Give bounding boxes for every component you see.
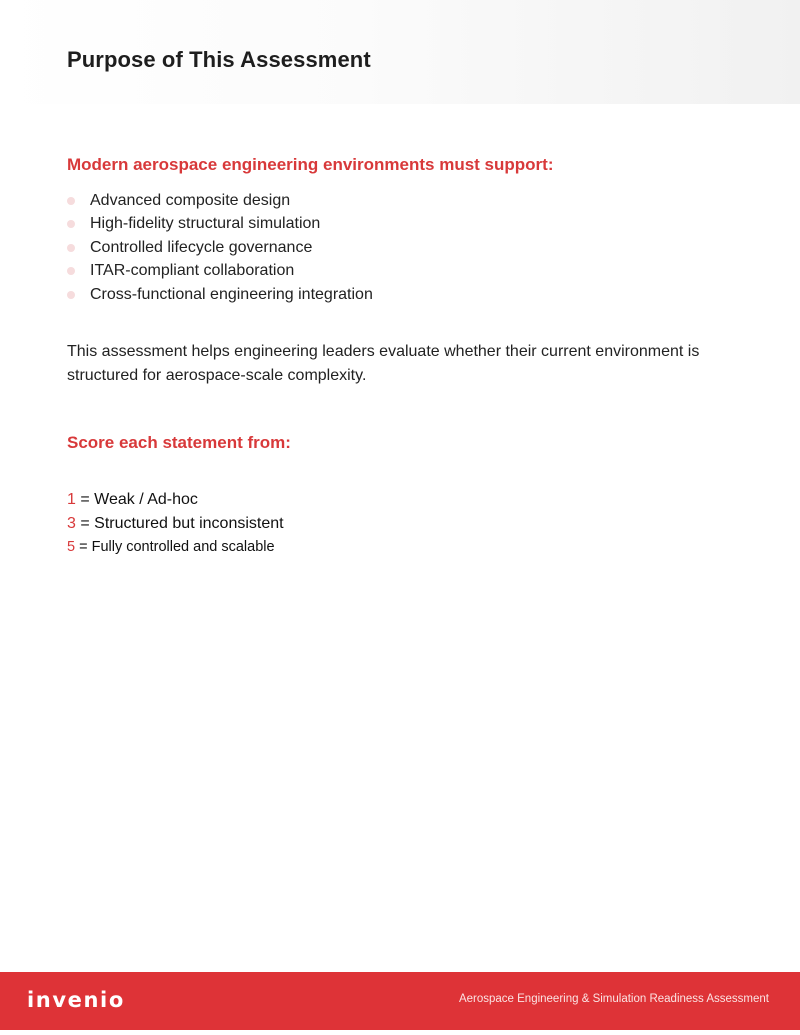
bullet-dot-icon <box>67 291 75 299</box>
list-item-text: ITAR-compliant collaboration <box>90 262 295 280</box>
score-description: = Weak / Ad-hoc <box>75 491 198 508</box>
list-item <box>67 236 373 259</box>
page-title: Purpose of This Assessment <box>67 47 371 72</box>
intro-paragraph: This assessment helps engineering leaders evaluate whether their current environment is structured for aerospace-scale complexity. <box>67 343 700 384</box>
bullet-dot-icon <box>67 220 75 228</box>
list-item <box>67 212 373 235</box>
support-heading: Modern aerospace engineering environments must support: <box>67 155 554 174</box>
bullet-dot-icon <box>67 267 75 275</box>
scoring-heading: Score each statement from: <box>67 433 291 452</box>
footer-document-title: Aerospace Engineering & Simulation Readiness Assessment <box>458 993 769 1005</box>
list-item <box>67 259 373 282</box>
score-level-1 <box>67 491 198 509</box>
score-level-5 <box>67 539 275 555</box>
score-level-3 <box>67 515 284 533</box>
score-value: 5 <box>67 539 76 555</box>
score-description: = Fully controlled and scalable <box>75 539 275 555</box>
list-item-text: Advanced composite design <box>90 192 291 209</box>
page-footer <box>0 972 800 1030</box>
list-item-text: Cross-functional engineering integration <box>90 285 373 303</box>
list-item-text: Controlled lifecycle governance <box>90 238 313 256</box>
invenio-logo: invenio <box>27 988 125 1012</box>
score-value: 3 <box>67 515 76 532</box>
bullet-dot-icon <box>67 244 75 252</box>
list-item-text: High-fidelity structural simulation <box>90 215 321 233</box>
score-value: 1 <box>67 491 76 508</box>
list-item <box>67 189 373 212</box>
score-description: = Structured but inconsistent <box>75 515 284 532</box>
page-header <box>0 0 800 104</box>
capability-list <box>67 189 373 306</box>
bullet-dot-icon <box>67 197 75 205</box>
list-item <box>67 283 373 306</box>
